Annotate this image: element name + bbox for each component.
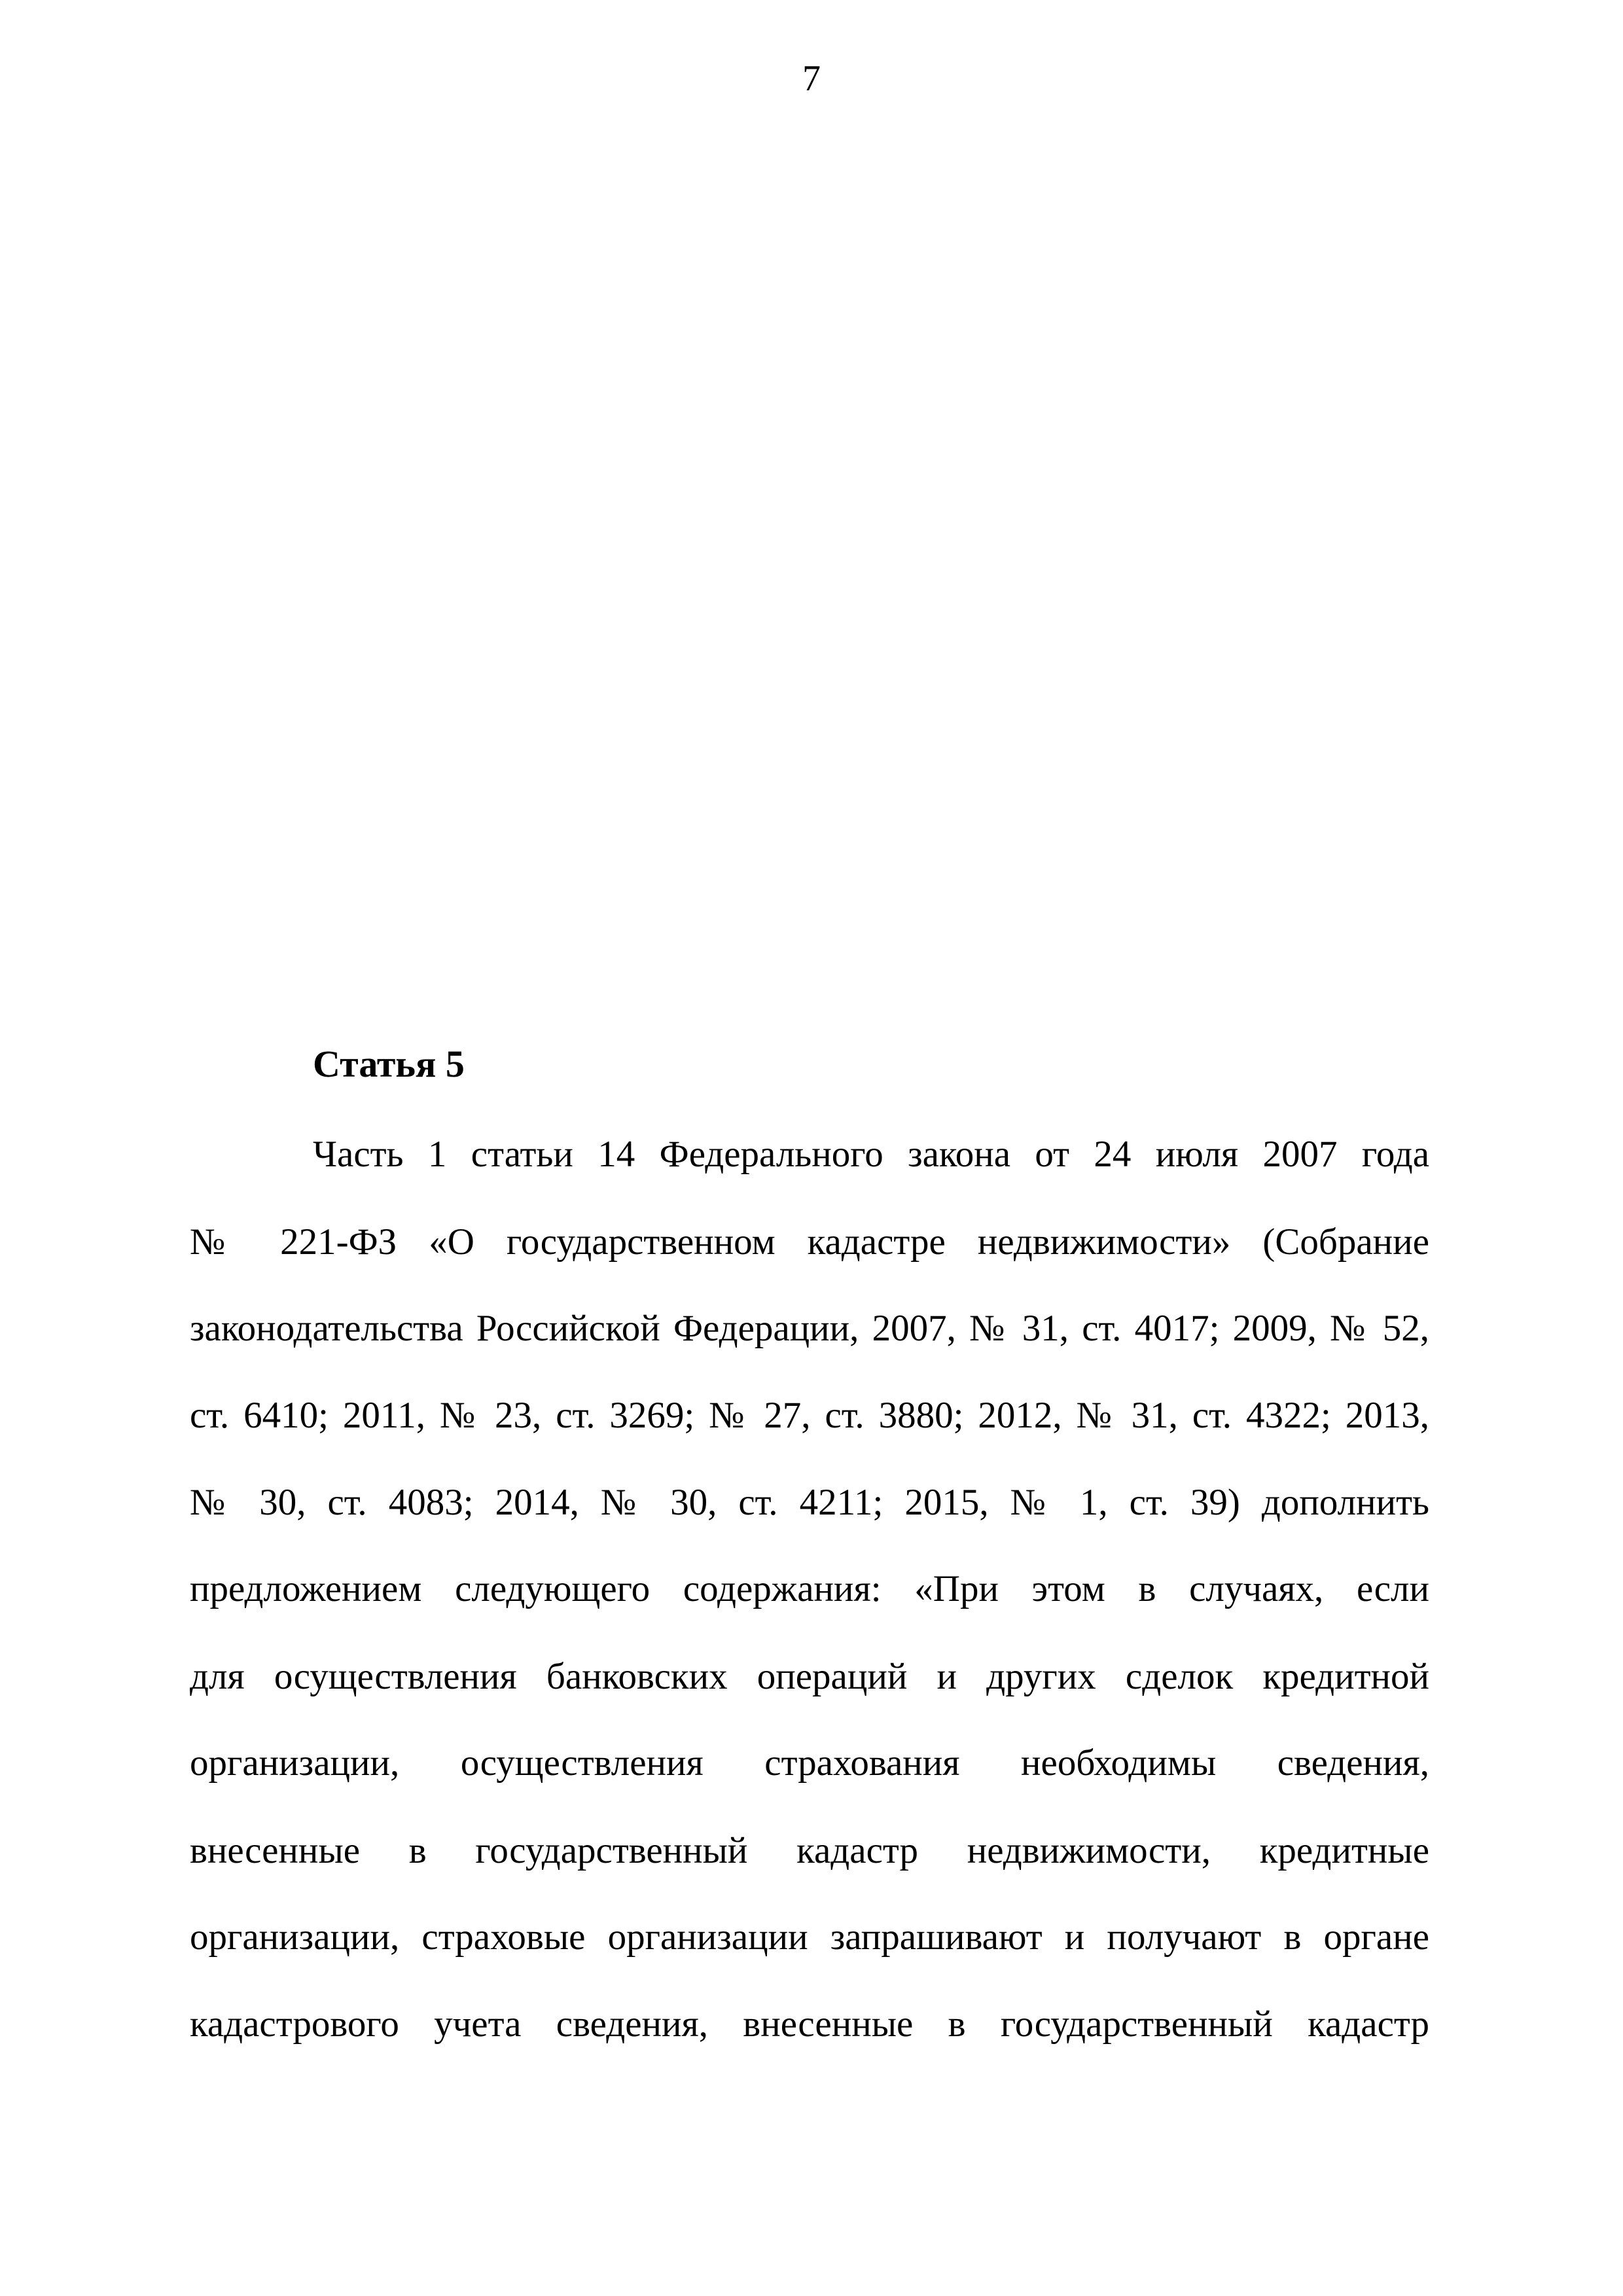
paragraph-line: предложением следующего содержания: «При этом в случаях, если	[190, 1568, 1429, 1609]
paragraph-line: для осуществления банковских операций и других сделок кредитной	[190, 1656, 1429, 1697]
paragraph-line: внесенные в государственный кадастр недвижимости, кредитные	[190, 1830, 1429, 1871]
paragraph-line: организации, страховые организации запрашивают и получают в органе	[190, 1916, 1429, 1958]
page-number: 7	[802, 58, 821, 99]
article-heading: Статья 5	[313, 1043, 465, 1085]
paragraph-line: законодательства Российской Федерации, 2007, № 31, ст. 4017; 2009, № 52,	[190, 1308, 1429, 1349]
paragraph-line: Часть 1 статьи 14 Федерального закона от 24 июля 2007 года	[313, 1134, 1429, 1175]
paragraph-line: ст. 6410; 2011, № 23, ст. 3269; № 27, ст. 3880; 2012, № 31, ст. 4322; 2013,	[190, 1395, 1429, 1436]
paragraph-line: № 30, ст. 4083; 2014, № 30, ст. 4211; 2015, № 1, ст. 39) дополнить	[190, 1482, 1429, 1523]
paragraph-line: № 221-ФЗ «О государственном кадастре недвижимости» (Собрание	[190, 1221, 1429, 1263]
paragraph-line: организации, осуществления страхования необходимы сведения,	[190, 1742, 1429, 1784]
paragraph-line: кадастрового учета сведения, внесенные в государственный кадастр	[190, 2003, 1429, 2045]
